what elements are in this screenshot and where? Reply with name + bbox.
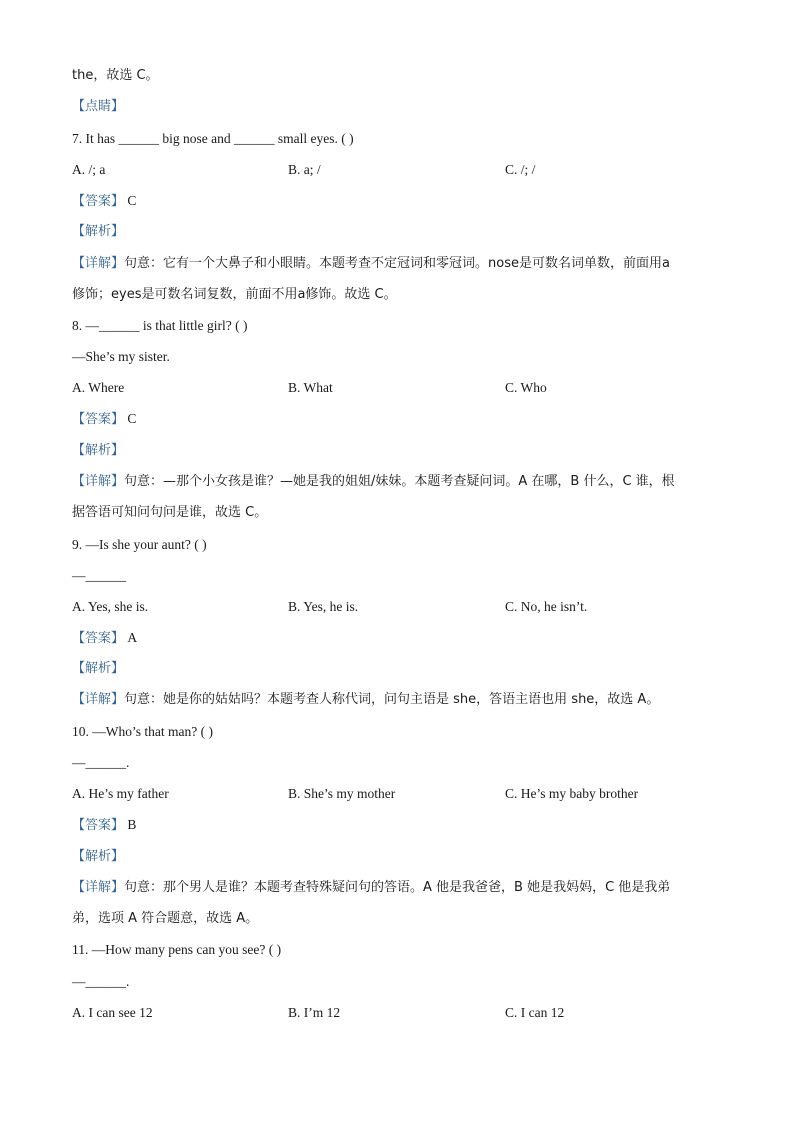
- answer-tag: 【答案】: [72, 631, 125, 646]
- question-9-answer: [72, 628, 722, 649]
- answer-tag: 【答案】: [72, 412, 125, 427]
- question-9-detail-1: [72, 690, 722, 710]
- question-8-reply: —She’s my sister.: [72, 349, 170, 364]
- answer-value: A: [127, 630, 138, 645]
- question-10-detail-2: 弟，选项 A 符合题意，故选 A。: [72, 911, 259, 926]
- question-11-reply: —______.: [72, 974, 130, 989]
- question-9-option-c: C. No, he isn’t.: [505, 599, 588, 614]
- detail-tag: 【详解】: [72, 880, 125, 895]
- question-8-detail-1: [72, 472, 722, 492]
- question-9-stem: 9. —Is she your aunt? ( ): [72, 537, 207, 552]
- detail-text: 句意：—那个小女孩是谁？—她是我的姐姐/妹妹。本题考查疑问词。A 在哪，B 什么，C 谁，根: [124, 474, 675, 489]
- point-tag: 【点睛】: [72, 99, 125, 114]
- question-8-analysis-tag: 【解析】: [72, 443, 125, 458]
- question-7-option-c: C. /; /: [505, 162, 536, 177]
- detail-text: 句意：那个男人是谁？本题考查特殊疑问句的答语。A 他是我爸爸，B 她是我妈妈，C 他是我弟: [124, 880, 671, 895]
- question-7-detail-2: 修饰；eyes是可数名词复数，前面不用a修饰。故选 C。: [72, 287, 397, 302]
- question-8-option-b: B. What: [288, 380, 333, 395]
- question-9-analysis-tag: 【解析】: [72, 661, 125, 676]
- question-10-analysis-tag: 【解析】: [72, 849, 125, 864]
- question-10-option-c: C. He’s my baby brother: [505, 786, 639, 801]
- question-9-option-a: A. Yes, she is.: [72, 599, 149, 614]
- question-9-reply: —______: [72, 568, 126, 583]
- question-8-detail-2: 据答语可知问句问是谁，故选 C。: [72, 505, 268, 520]
- question-10-stem: 10. —Who’s that man? ( ): [72, 724, 213, 739]
- detail-text: 句意：它有一个大鼻子和小眼睛。本题考查不定冠词和零冠词。nose是可数名词单数，前面用a: [124, 256, 670, 271]
- question-8-stem: 8. —______ is that little girl? ( ): [72, 318, 248, 333]
- question-9-option-b: B. Yes, he is.: [288, 599, 359, 614]
- answer-tag: 【答案】: [72, 818, 125, 833]
- question-10-detail-1: [72, 878, 722, 898]
- question-7-answer: [72, 191, 722, 212]
- question-7-stem: 7. It has ______ big nose and ______ small eyes. ( ): [72, 131, 354, 146]
- detail-tag: 【详解】: [72, 256, 125, 271]
- question-11-option-b: B. I’m 12: [288, 1005, 341, 1020]
- answer-value: C: [127, 411, 137, 426]
- question-8-answer: [72, 409, 722, 430]
- question-7-detail-1: [72, 254, 722, 274]
- question-10-option-b: B. She’s my mother: [288, 786, 396, 801]
- question-11-stem: 11. —How many pens can you see? ( ): [72, 942, 282, 957]
- question-7-analysis-tag: 【解析】: [72, 224, 125, 239]
- question-7-option-b: B. a; /: [288, 162, 321, 177]
- detail-text: 句意：她是你的姑姑吗？本题考查人称代词，问句主语是 she，答语主语也用 she，故选 A。: [124, 692, 660, 707]
- question-8-option-a: A. Where: [72, 380, 125, 395]
- intro-line: the，故选 C。: [72, 68, 159, 83]
- question-10-reply: —______.: [72, 755, 130, 770]
- question-10-answer: [72, 815, 722, 836]
- question-7-option-a: A. /; a: [72, 162, 106, 177]
- question-11-option-a: A. I can see 12: [72, 1005, 153, 1020]
- answer-value: B: [127, 817, 137, 832]
- detail-tag: 【详解】: [72, 474, 125, 489]
- detail-tag: 【详解】: [72, 692, 125, 707]
- answer-tag: 【答案】: [72, 194, 125, 209]
- question-8-option-c: C. Who: [505, 380, 547, 395]
- question-11-option-c: C. I can 12: [505, 1005, 565, 1020]
- question-10-option-a: A. He’s my father: [72, 786, 169, 801]
- answer-value: C: [127, 193, 137, 208]
